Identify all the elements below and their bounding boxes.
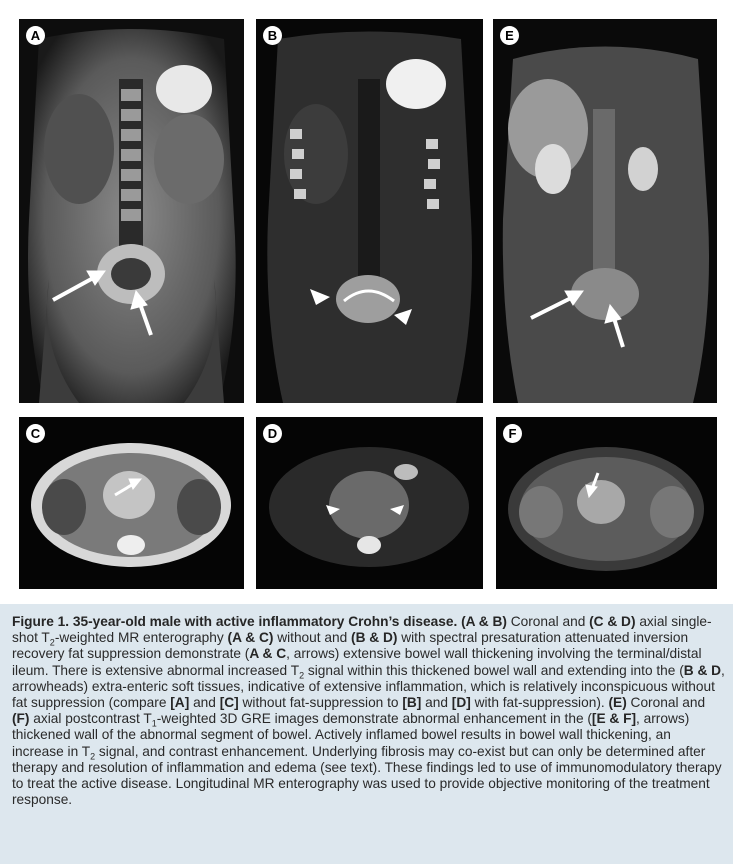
axial-mri-image-d <box>256 417 483 589</box>
caption-box <box>0 604 733 864</box>
coronal-mri-image-e <box>493 19 717 403</box>
panel-label-c: C <box>26 424 45 443</box>
panel-label-b: B <box>263 26 282 45</box>
coronal-mri-image-a <box>19 19 244 403</box>
mri-panel-d <box>256 417 483 589</box>
figure-caption: Figure 1. 35-year-old male with active inflammatory Crohn’s disease. (A & B) Coronal and (C & D) axial single-shot $T_2$-weighted MR enterography (A & C) without and (B & D) with spectral presaturation attenuated inversion recovery fat suppression demonstrate (A & C, arrows) extensive bowel wall thickening involving the terminal/distal ileum. There is extensive abnormal increased $T_2$ signal within this thickened bowel wall and extending into the (B & D, arrowheads) extra-enteric soft tissues, indicative of extensive inflammation, which is relatively inconspicuous without fat suppression (compare [A] and [C] without fat-suppression to [B] and [D] with fat-suppression). (E) Coronal and (F) axial postcontrast $T_1$-weighted 3D GRE images demonstrate abnormal enhancement in the ([E & F], arrows) thickened wall of the abnormal segment of bowel. Actively inflamed bowel results in bowel wall thickening, an increase in $T_2$ signal, and contrast enhancement. Underlying fibrosis may co-exist but can only be determined after therapy and resolution of inflammation and edema (see text). These findings led to use of immunomodulatory therapy to treat the active disease. Longitudinal MR enterography was used to provide objective monitoring of the treatment response. <box>12 614 725 808</box>
mri-panel-b <box>256 19 483 403</box>
panel-label-a: A <box>26 26 45 45</box>
caption-title: Figure 1. 35-year-old male with active inflammatory Crohn’s disease. <box>12 614 458 629</box>
mri-panel-a <box>19 19 244 403</box>
mri-panel-f <box>496 417 717 589</box>
axial-mri-image-c <box>19 417 244 589</box>
panel-label-d: D <box>263 424 282 443</box>
mri-panel-e <box>493 19 717 403</box>
mri-panel-c <box>19 417 244 589</box>
panel-label-e: E <box>500 26 519 45</box>
coronal-mri-image-b <box>256 19 483 403</box>
axial-mri-image-f <box>496 417 717 589</box>
panel-label-f: F <box>503 424 522 443</box>
